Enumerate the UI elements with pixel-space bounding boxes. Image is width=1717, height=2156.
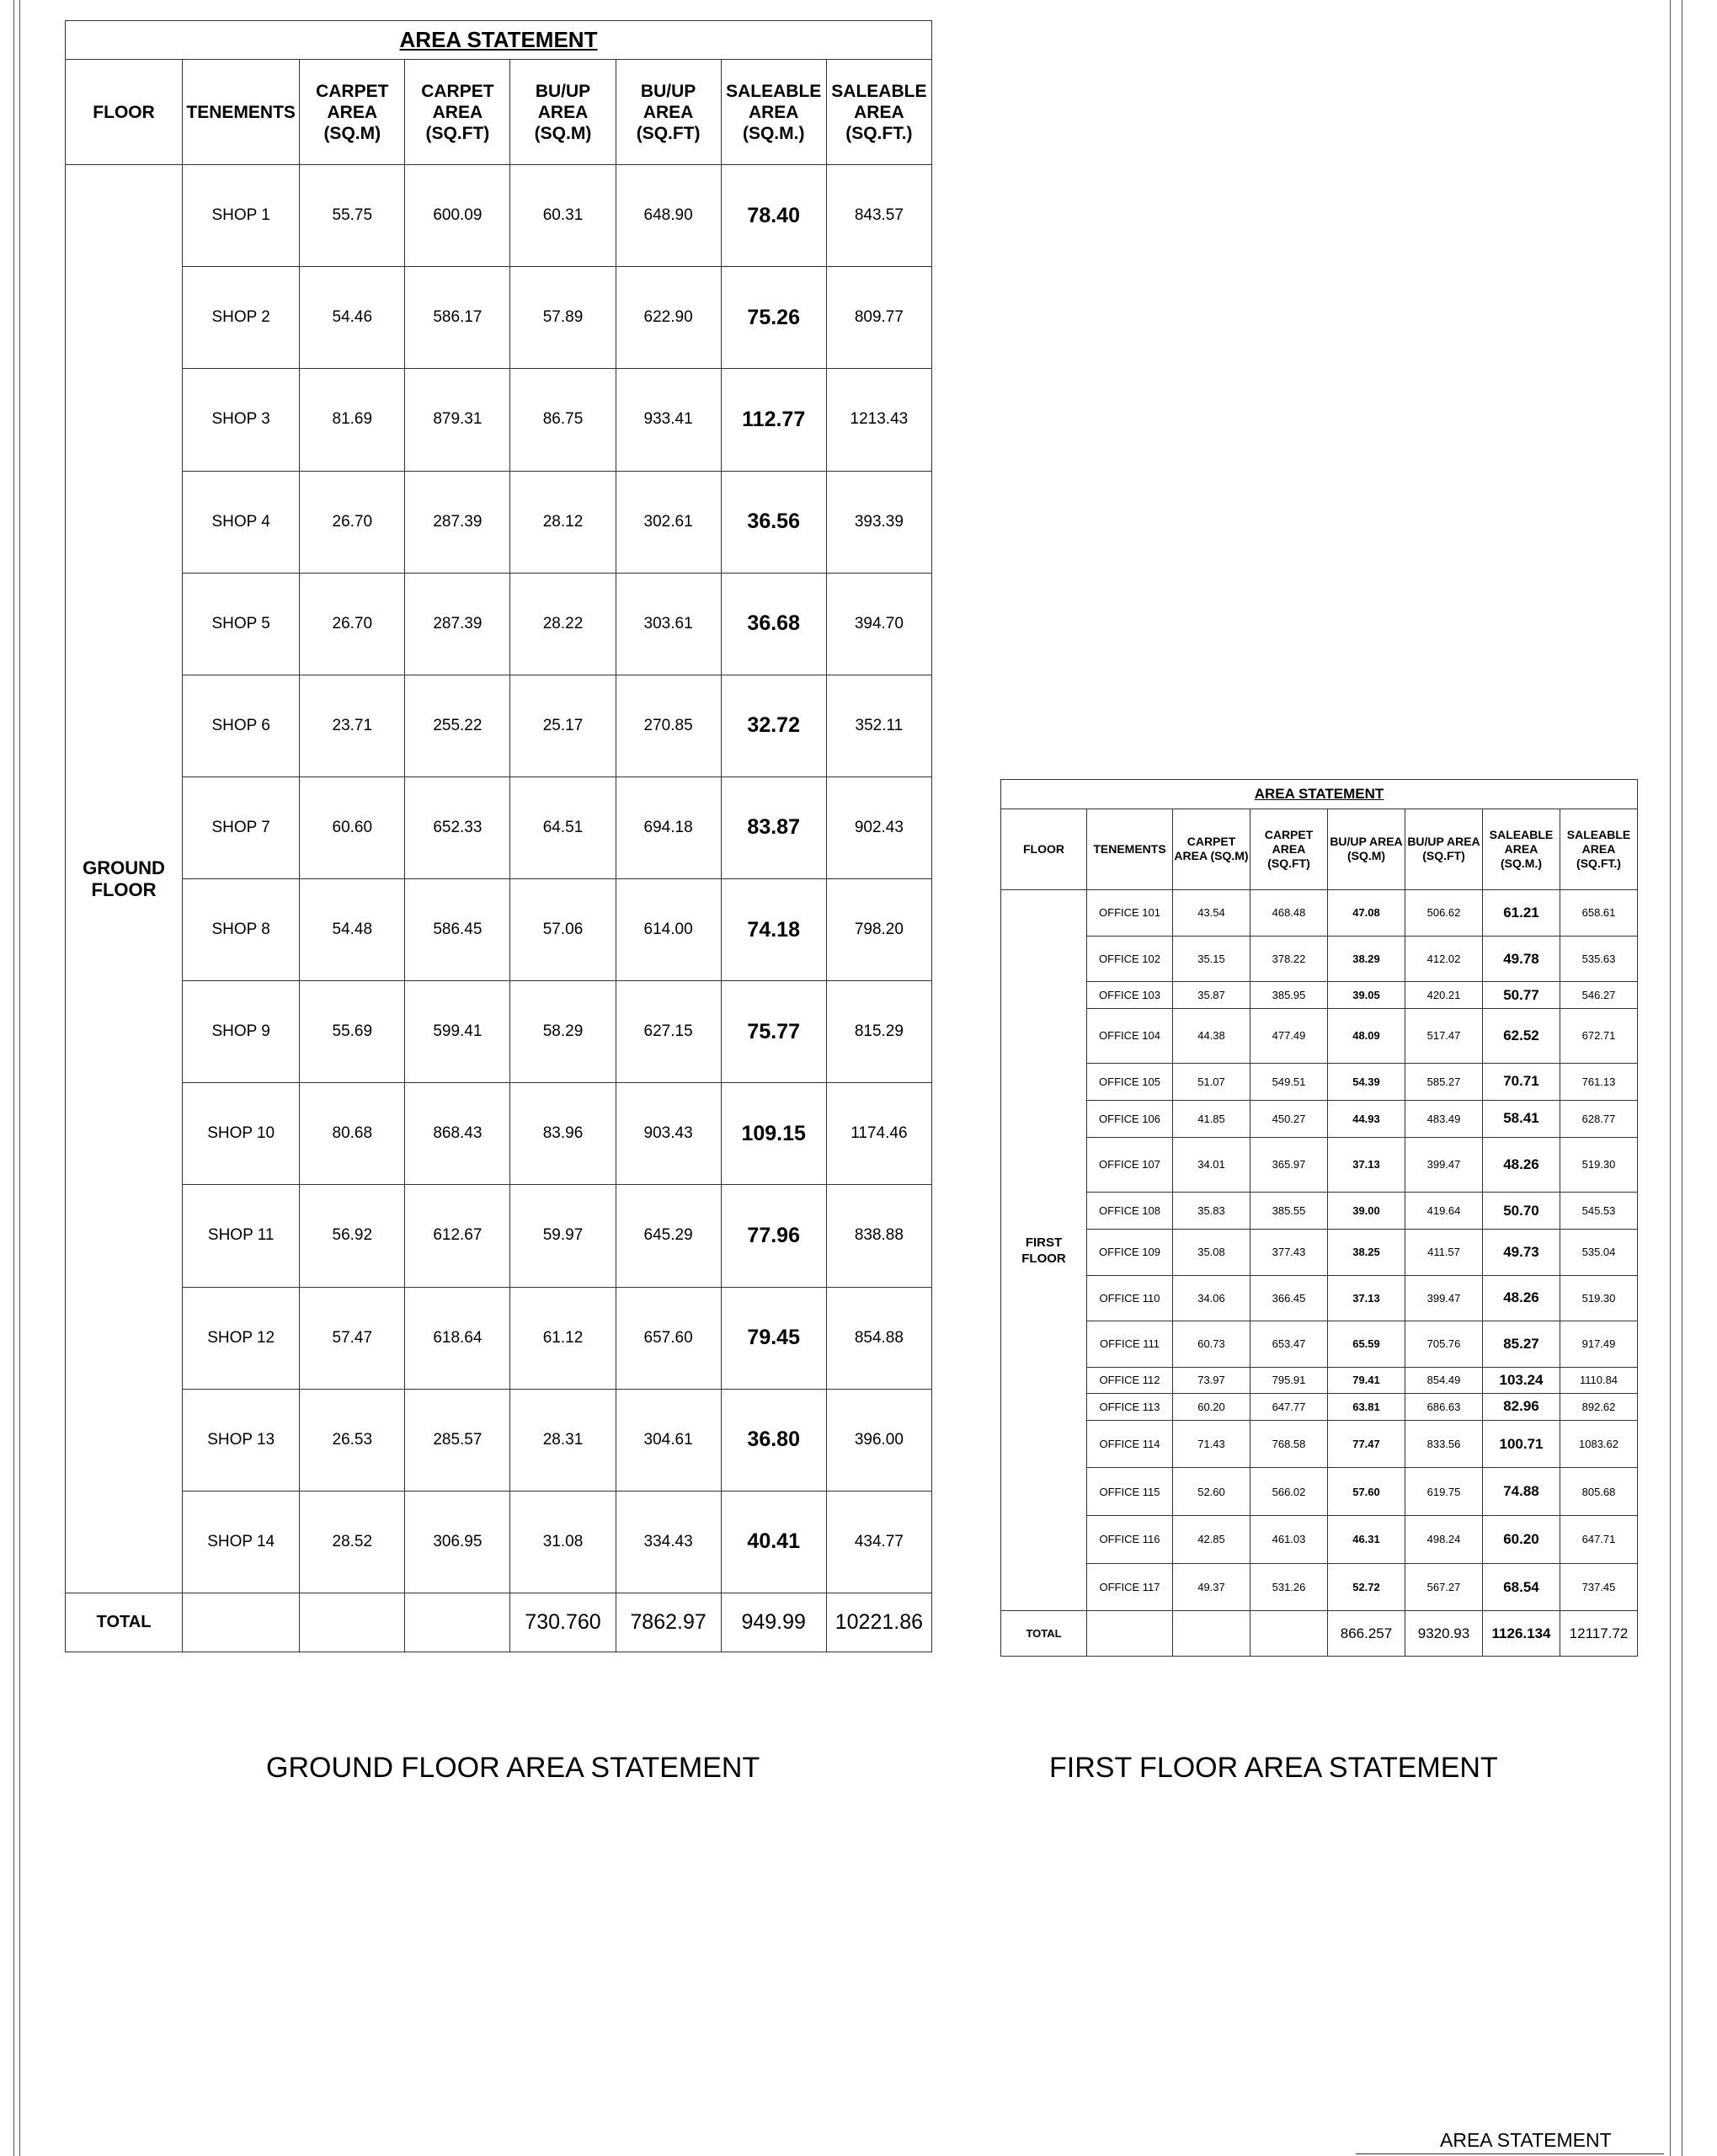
saleable-area-sqm: 36.80 xyxy=(721,1389,826,1491)
carpet-area-sqft: 612.67 xyxy=(405,1185,510,1287)
corner-title: AREA STATEMENT xyxy=(1440,2129,1612,2151)
carpet-area-sqm: 49.37 xyxy=(1173,1563,1250,1611)
tenement-name: OFFICE 113 xyxy=(1087,1394,1173,1420)
saleable-area-sqft: 917.49 xyxy=(1560,1321,1638,1368)
builtup-area-sqft: 619.75 xyxy=(1405,1468,1483,1516)
total-builtup-sqm: 866.257 xyxy=(1328,1611,1405,1657)
table-row xyxy=(66,776,932,878)
carpet-area-sqm: 60.73 xyxy=(1173,1321,1250,1368)
builtup-area-sqft: 517.47 xyxy=(1405,1008,1483,1063)
builtup-area-sqm: 48.09 xyxy=(1328,1008,1405,1063)
carpet-area-sqm: 51.07 xyxy=(1173,1063,1250,1100)
total-label: TOTAL xyxy=(1001,1611,1087,1657)
saleable-area-sqm: 103.24 xyxy=(1483,1367,1560,1393)
col-header: TENEMENTS xyxy=(1087,808,1173,890)
saleable-area-sqft: 535.04 xyxy=(1560,1230,1638,1276)
carpet-area-sqm: 55.75 xyxy=(300,165,405,267)
saleable-area-sqm: 74.88 xyxy=(1483,1468,1560,1516)
carpet-area-sqft: 366.45 xyxy=(1250,1275,1328,1321)
builtup-area-sqm: 54.39 xyxy=(1328,1063,1405,1100)
tenement-name: SHOP 7 xyxy=(183,776,300,878)
builtup-area-sqft: 399.47 xyxy=(1405,1137,1483,1192)
col-header: SALEABLE AREA (SQ.FT.) xyxy=(1560,808,1638,890)
tenement-name: OFFICE 116 xyxy=(1087,1515,1173,1563)
carpet-area-sqft: 599.41 xyxy=(405,981,510,1083)
carpet-area-sqm: 81.69 xyxy=(300,369,405,471)
saleable-area-sqm: 70.71 xyxy=(1483,1063,1560,1100)
builtup-area-sqft: 334.43 xyxy=(616,1491,721,1593)
carpet-area-sqm: 73.97 xyxy=(1173,1367,1250,1393)
carpet-area-sqft: 586.17 xyxy=(405,267,510,369)
table-title: AREA STATEMENT xyxy=(66,21,932,60)
carpet-area-sqm: 52.60 xyxy=(1173,1468,1250,1516)
carpet-area-sqft: 531.26 xyxy=(1250,1563,1328,1611)
builtup-area-sqft: 833.56 xyxy=(1405,1420,1483,1468)
total-builtup-sqft: 7862.97 xyxy=(616,1593,721,1652)
builtup-area-sqm: 28.22 xyxy=(510,573,616,675)
saleable-area-sqm: 61.21 xyxy=(1483,890,1560,937)
saleable-area-sqft: 843.57 xyxy=(826,165,931,267)
carpet-area-sqft: 461.03 xyxy=(1250,1515,1328,1563)
carpet-area-sqm: 34.01 xyxy=(1173,1137,1250,1192)
builtup-area-sqft: 694.18 xyxy=(616,776,721,878)
builtup-area-sqft: 411.57 xyxy=(1405,1230,1483,1276)
builtup-area-sqm: 57.60 xyxy=(1328,1468,1405,1516)
builtup-area-sqm: 57.06 xyxy=(510,879,616,981)
builtup-area-sqft: 399.47 xyxy=(1405,1275,1483,1321)
carpet-area-sqm: 80.68 xyxy=(300,1083,405,1185)
builtup-area-sqm: 79.41 xyxy=(1328,1367,1405,1393)
tenement-name: OFFICE 104 xyxy=(1087,1008,1173,1063)
builtup-area-sqft: 498.24 xyxy=(1405,1515,1483,1563)
total-cell xyxy=(1250,1611,1328,1657)
col-header: BU/UP AREA (SQ.FT) xyxy=(616,60,721,165)
builtup-area-sqm: 86.75 xyxy=(510,369,616,471)
carpet-area-sqm: 34.06 xyxy=(1173,1275,1250,1321)
saleable-area-sqft: 545.53 xyxy=(1560,1192,1638,1229)
table-row xyxy=(1001,1137,1638,1192)
col-header: SALEABLE AREA (SQ.M.) xyxy=(721,60,826,165)
col-header: TENEMENTS xyxy=(183,60,300,165)
builtup-area-sqft: 686.63 xyxy=(1405,1394,1483,1420)
saleable-area-sqft: 892.62 xyxy=(1560,1394,1638,1420)
carpet-area-sqft: 450.27 xyxy=(1250,1100,1328,1137)
builtup-area-sqm: 38.29 xyxy=(1328,936,1405,982)
table-row xyxy=(1001,982,1638,1008)
saleable-area-sqm: 74.18 xyxy=(721,879,826,981)
table-row xyxy=(1001,1063,1638,1100)
saleable-area-sqft: 647.71 xyxy=(1560,1515,1638,1563)
tenement-name: SHOP 8 xyxy=(183,879,300,981)
tenement-name: SHOP 10 xyxy=(183,1083,300,1185)
ground-floor-area-table xyxy=(65,20,932,1652)
builtup-area-sqft: 270.85 xyxy=(616,675,721,776)
total-cell xyxy=(1087,1611,1173,1657)
carpet-area-sqft: 652.33 xyxy=(405,776,510,878)
saleable-area-sqft: 535.63 xyxy=(1560,936,1638,982)
carpet-area-sqm: 41.85 xyxy=(1173,1100,1250,1137)
builtup-area-sqft: 854.49 xyxy=(1405,1367,1483,1393)
tenement-name: SHOP 13 xyxy=(183,1389,300,1491)
saleable-area-sqm: 49.73 xyxy=(1483,1230,1560,1276)
builtup-area-sqft: 622.90 xyxy=(616,267,721,369)
frame-left-outer xyxy=(13,0,14,2156)
builtup-area-sqm: 63.81 xyxy=(1328,1394,1405,1420)
carpet-area-sqft: 378.22 xyxy=(1250,936,1328,982)
tenement-name: SHOP 5 xyxy=(183,573,300,675)
carpet-area-sqft: 768.58 xyxy=(1250,1420,1328,1468)
saleable-area-sqft: 902.43 xyxy=(826,776,931,878)
total-row xyxy=(66,1593,932,1652)
builtup-area-sqft: 483.49 xyxy=(1405,1100,1483,1137)
table-row xyxy=(1001,890,1638,937)
saleable-area-sqft: 805.68 xyxy=(1560,1468,1638,1516)
builtup-area-sqft: 303.61 xyxy=(616,573,721,675)
saleable-area-sqft: 519.30 xyxy=(1560,1137,1638,1192)
carpet-area-sqft: 285.57 xyxy=(405,1389,510,1491)
saleable-area-sqft: 628.77 xyxy=(1560,1100,1638,1137)
col-header: BU/UP AREA (SQ.M) xyxy=(1328,808,1405,890)
table-row xyxy=(1001,1100,1638,1137)
carpet-area-sqm: 55.69 xyxy=(300,981,405,1083)
table-row xyxy=(66,981,932,1083)
saleable-area-sqm: 83.87 xyxy=(721,776,826,878)
saleable-area-sqm: 100.71 xyxy=(1483,1420,1560,1468)
carpet-area-sqm: 23.71 xyxy=(300,675,405,776)
saleable-area-sqft: 658.61 xyxy=(1560,890,1638,937)
builtup-area-sqft: 567.27 xyxy=(1405,1563,1483,1611)
tenement-name: OFFICE 112 xyxy=(1087,1367,1173,1393)
total-builtup-sqft: 9320.93 xyxy=(1405,1611,1483,1657)
builtup-area-sqm: 65.59 xyxy=(1328,1321,1405,1368)
builtup-area-sqm: 28.12 xyxy=(510,471,616,573)
floor-label: GROUND FLOOR xyxy=(66,165,183,1593)
first-floor-area-table xyxy=(1000,779,1638,1657)
saleable-area-sqft: 854.88 xyxy=(826,1287,931,1389)
col-header: CARPET AREA (SQ.FT) xyxy=(405,60,510,165)
first-floor-caption: FIRST FLOOR AREA STATEMENT xyxy=(1049,1752,1498,1784)
saleable-area-sqft: 1174.46 xyxy=(826,1083,931,1185)
carpet-area-sqm: 54.46 xyxy=(300,267,405,369)
table-row xyxy=(1001,1192,1638,1229)
carpet-area-sqft: 618.64 xyxy=(405,1287,510,1389)
tenement-name: SHOP 3 xyxy=(183,369,300,471)
frame-left-inner xyxy=(19,0,20,2156)
saleable-area-sqm: 68.54 xyxy=(1483,1563,1560,1611)
carpet-area-sqm: 43.54 xyxy=(1173,890,1250,937)
saleable-area-sqm: 58.41 xyxy=(1483,1100,1560,1137)
total-row xyxy=(1001,1611,1638,1657)
table-row xyxy=(66,1389,932,1491)
builtup-area-sqft: 903.43 xyxy=(616,1083,721,1185)
saleable-area-sqm: 82.96 xyxy=(1483,1394,1560,1420)
builtup-area-sqm: 39.00 xyxy=(1328,1192,1405,1229)
saleable-area-sqft: 809.77 xyxy=(826,267,931,369)
saleable-area-sqm: 49.78 xyxy=(1483,936,1560,982)
saleable-area-sqft: 761.13 xyxy=(1560,1063,1638,1100)
carpet-area-sqft: 365.97 xyxy=(1250,1137,1328,1192)
table-row xyxy=(66,1287,932,1389)
total-cell xyxy=(300,1593,405,1652)
builtup-area-sqm: 37.13 xyxy=(1328,1137,1405,1192)
carpet-area-sqm: 54.48 xyxy=(300,879,405,981)
carpet-area-sqft: 287.39 xyxy=(405,573,510,675)
total-saleable-sqft: 12117.72 xyxy=(1560,1611,1638,1657)
first-floor-area-table-wrap xyxy=(1000,779,1637,1657)
saleable-area-sqft: 1083.62 xyxy=(1560,1420,1638,1468)
builtup-area-sqft: 585.27 xyxy=(1405,1063,1483,1100)
saleable-area-sqm: 77.96 xyxy=(721,1185,826,1287)
table-row xyxy=(66,675,932,776)
carpet-area-sqft: 477.49 xyxy=(1250,1008,1328,1063)
total-builtup-sqm: 730.760 xyxy=(510,1593,616,1652)
tenement-name: OFFICE 107 xyxy=(1087,1137,1173,1192)
col-header: CARPET AREA (SQ.M) xyxy=(300,60,405,165)
saleable-area-sqft: 393.39 xyxy=(826,471,931,573)
table-row xyxy=(1001,1563,1638,1611)
saleable-area-sqm: 62.52 xyxy=(1483,1008,1560,1063)
carpet-area-sqm: 57.47 xyxy=(300,1287,405,1389)
saleable-area-sqft: 838.88 xyxy=(826,1185,931,1287)
saleable-area-sqm: 50.70 xyxy=(1483,1192,1560,1229)
builtup-area-sqm: 83.96 xyxy=(510,1083,616,1185)
builtup-area-sqft: 506.62 xyxy=(1405,890,1483,937)
saleable-area-sqm: 32.72 xyxy=(721,675,826,776)
saleable-area-sqft: 737.45 xyxy=(1560,1563,1638,1611)
builtup-area-sqm: 52.72 xyxy=(1328,1563,1405,1611)
frame-right-inner xyxy=(1670,0,1671,2156)
carpet-area-sqm: 60.60 xyxy=(300,776,405,878)
builtup-area-sqm: 58.29 xyxy=(510,981,616,1083)
table-row xyxy=(66,471,932,573)
tenement-name: OFFICE 115 xyxy=(1087,1468,1173,1516)
builtup-area-sqm: 28.31 xyxy=(510,1389,616,1491)
builtup-area-sqft: 614.00 xyxy=(616,879,721,981)
col-header: CARPET AREA (SQ.FT) xyxy=(1250,808,1328,890)
tenement-name: SHOP 2 xyxy=(183,267,300,369)
table-title: AREA STATEMENT xyxy=(1001,780,1638,809)
saleable-area-sqm: 75.26 xyxy=(721,267,826,369)
carpet-area-sqm: 44.38 xyxy=(1173,1008,1250,1063)
builtup-area-sqm: 59.97 xyxy=(510,1185,616,1287)
table-row xyxy=(66,165,932,267)
table-row xyxy=(66,573,932,675)
table-row xyxy=(1001,1394,1638,1420)
builtup-area-sqm: 60.31 xyxy=(510,165,616,267)
table-row xyxy=(66,369,932,471)
saleable-area-sqft: 396.00 xyxy=(826,1389,931,1491)
carpet-area-sqft: 566.02 xyxy=(1250,1468,1328,1516)
builtup-area-sqft: 627.15 xyxy=(616,981,721,1083)
table-row xyxy=(1001,1367,1638,1393)
table-row xyxy=(1001,1008,1638,1063)
total-label: TOTAL xyxy=(66,1593,183,1652)
carpet-area-sqft: 306.95 xyxy=(405,1491,510,1593)
builtup-area-sqm: 77.47 xyxy=(1328,1420,1405,1468)
table-row xyxy=(66,1185,932,1287)
tenement-name: OFFICE 101 xyxy=(1087,890,1173,937)
col-header: FLOOR xyxy=(1001,808,1087,890)
ground-floor-area-table-wrap xyxy=(65,20,932,1652)
header-row xyxy=(66,60,932,165)
builtup-area-sqft: 412.02 xyxy=(1405,936,1483,982)
builtup-area-sqm: 57.89 xyxy=(510,267,616,369)
carpet-area-sqm: 35.08 xyxy=(1173,1230,1250,1276)
saleable-area-sqm: 79.45 xyxy=(721,1287,826,1389)
total-cell xyxy=(405,1593,510,1652)
tenement-name: OFFICE 110 xyxy=(1087,1275,1173,1321)
carpet-area-sqm: 35.83 xyxy=(1173,1192,1250,1229)
saleable-area-sqm: 36.56 xyxy=(721,471,826,573)
tenement-name: OFFICE 102 xyxy=(1087,936,1173,982)
saleable-area-sqm: 48.26 xyxy=(1483,1275,1560,1321)
table-row xyxy=(1001,1275,1638,1321)
carpet-area-sqft: 549.51 xyxy=(1250,1063,1328,1100)
table-row xyxy=(1001,1468,1638,1516)
builtup-area-sqft: 657.60 xyxy=(616,1287,721,1389)
builtup-area-sqm: 39.05 xyxy=(1328,982,1405,1008)
tenement-name: SHOP 4 xyxy=(183,471,300,573)
carpet-area-sqft: 647.77 xyxy=(1250,1394,1328,1420)
builtup-area-sqft: 420.21 xyxy=(1405,982,1483,1008)
table-row xyxy=(66,879,932,981)
floor-label: FIRST FLOOR xyxy=(1001,890,1087,1611)
builtup-area-sqm: 38.25 xyxy=(1328,1230,1405,1276)
saleable-area-sqft: 434.77 xyxy=(826,1491,931,1593)
tenement-name: OFFICE 111 xyxy=(1087,1321,1173,1368)
tenement-name: SHOP 12 xyxy=(183,1287,300,1389)
carpet-area-sqft: 385.55 xyxy=(1250,1192,1328,1229)
table-row xyxy=(1001,1321,1638,1368)
tenement-name: SHOP 11 xyxy=(183,1185,300,1287)
saleable-area-sqm: 78.40 xyxy=(721,165,826,267)
builtup-area-sqm: 64.51 xyxy=(510,776,616,878)
tenement-name: OFFICE 105 xyxy=(1087,1063,1173,1100)
tenement-name: SHOP 14 xyxy=(183,1491,300,1593)
carpet-area-sqm: 71.43 xyxy=(1173,1420,1250,1468)
tenement-name: OFFICE 108 xyxy=(1087,1192,1173,1229)
table-row xyxy=(1001,1230,1638,1276)
carpet-area-sqm: 26.53 xyxy=(300,1389,405,1491)
saleable-area-sqft: 1110.84 xyxy=(1560,1367,1638,1393)
col-header: BU/UP AREA (SQ.M) xyxy=(510,60,616,165)
total-cell xyxy=(1173,1611,1250,1657)
builtup-area-sqm: 47.08 xyxy=(1328,890,1405,937)
builtup-area-sqm: 44.93 xyxy=(1328,1100,1405,1137)
tenement-name: OFFICE 106 xyxy=(1087,1100,1173,1137)
col-header: SALEABLE AREA (SQ.M.) xyxy=(1483,808,1560,890)
saleable-area-sqft: 519.30 xyxy=(1560,1275,1638,1321)
saleable-area-sqm: 36.68 xyxy=(721,573,826,675)
saleable-area-sqm: 48.26 xyxy=(1483,1137,1560,1192)
builtup-area-sqft: 705.76 xyxy=(1405,1321,1483,1368)
builtup-area-sqft: 933.41 xyxy=(616,369,721,471)
carpet-area-sqm: 28.52 xyxy=(300,1491,405,1593)
saleable-area-sqm: 109.15 xyxy=(721,1083,826,1185)
builtup-area-sqft: 419.64 xyxy=(1405,1192,1483,1229)
carpet-area-sqm: 26.70 xyxy=(300,471,405,573)
table-row xyxy=(66,267,932,369)
table-row xyxy=(66,1083,932,1185)
carpet-area-sqm: 26.70 xyxy=(300,573,405,675)
carpet-area-sqft: 287.39 xyxy=(405,471,510,573)
builtup-area-sqm: 31.08 xyxy=(510,1491,616,1593)
carpet-area-sqm: 35.15 xyxy=(1173,936,1250,982)
builtup-area-sqft: 645.29 xyxy=(616,1185,721,1287)
carpet-area-sqft: 653.47 xyxy=(1250,1321,1328,1368)
carpet-area-sqm: 60.20 xyxy=(1173,1394,1250,1420)
carpet-area-sqft: 385.95 xyxy=(1250,982,1328,1008)
table-row xyxy=(66,1491,932,1593)
tenement-name: SHOP 1 xyxy=(183,165,300,267)
saleable-area-sqft: 815.29 xyxy=(826,981,931,1083)
total-saleable-sqm: 1126.134 xyxy=(1483,1611,1560,1657)
carpet-area-sqft: 255.22 xyxy=(405,675,510,776)
saleable-area-sqft: 352.11 xyxy=(826,675,931,776)
builtup-area-sqm: 37.13 xyxy=(1328,1275,1405,1321)
table-row xyxy=(1001,936,1638,982)
saleable-area-sqft: 394.70 xyxy=(826,573,931,675)
total-cell xyxy=(183,1593,300,1652)
total-saleable-sqft: 10221.86 xyxy=(826,1593,931,1652)
header-row xyxy=(1001,808,1638,890)
tenement-name: SHOP 6 xyxy=(183,675,300,776)
builtup-area-sqft: 304.61 xyxy=(616,1389,721,1491)
carpet-area-sqft: 468.48 xyxy=(1250,890,1328,937)
ground-floor-caption: GROUND FLOOR AREA STATEMENT xyxy=(266,1752,760,1784)
tenement-name: SHOP 9 xyxy=(183,981,300,1083)
builtup-area-sqm: 25.17 xyxy=(510,675,616,776)
saleable-area-sqft: 1213.43 xyxy=(826,369,931,471)
table-row xyxy=(1001,1515,1638,1563)
tenement-name: OFFICE 117 xyxy=(1087,1563,1173,1611)
carpet-area-sqft: 377.43 xyxy=(1250,1230,1328,1276)
builtup-area-sqm: 61.12 xyxy=(510,1287,616,1389)
total-saleable-sqm: 949.99 xyxy=(721,1593,826,1652)
saleable-area-sqft: 672.71 xyxy=(1560,1008,1638,1063)
col-header: CARPET AREA (SQ.M) xyxy=(1173,808,1250,890)
builtup-area-sqft: 648.90 xyxy=(616,165,721,267)
saleable-area-sqm: 112.77 xyxy=(721,369,826,471)
carpet-area-sqft: 586.45 xyxy=(405,879,510,981)
corner-title-underline xyxy=(1356,2153,1664,2154)
table-row xyxy=(1001,1420,1638,1468)
col-header: FLOOR xyxy=(66,60,183,165)
col-header: SALEABLE AREA (SQ.FT.) xyxy=(826,60,931,165)
col-header: BU/UP AREA (SQ.FT) xyxy=(1405,808,1483,890)
saleable-area-sqm: 60.20 xyxy=(1483,1515,1560,1563)
saleable-area-sqm: 50.77 xyxy=(1483,982,1560,1008)
carpet-area-sqft: 879.31 xyxy=(405,369,510,471)
saleable-area-sqm: 40.41 xyxy=(721,1491,826,1593)
tenement-name: OFFICE 114 xyxy=(1087,1420,1173,1468)
builtup-area-sqft: 302.61 xyxy=(616,471,721,573)
tenement-name: OFFICE 109 xyxy=(1087,1230,1173,1276)
saleable-area-sqft: 546.27 xyxy=(1560,982,1638,1008)
tenement-name: OFFICE 103 xyxy=(1087,982,1173,1008)
saleable-area-sqm: 75.77 xyxy=(721,981,826,1083)
carpet-area-sqm: 35.87 xyxy=(1173,982,1250,1008)
builtup-area-sqm: 46.31 xyxy=(1328,1515,1405,1563)
carpet-area-sqm: 42.85 xyxy=(1173,1515,1250,1563)
carpet-area-sqft: 795.91 xyxy=(1250,1367,1328,1393)
carpet-area-sqft: 868.43 xyxy=(405,1083,510,1185)
saleable-area-sqm: 85.27 xyxy=(1483,1321,1560,1368)
carpet-area-sqm: 56.92 xyxy=(300,1185,405,1287)
carpet-area-sqft: 600.09 xyxy=(405,165,510,267)
saleable-area-sqft: 798.20 xyxy=(826,879,931,981)
